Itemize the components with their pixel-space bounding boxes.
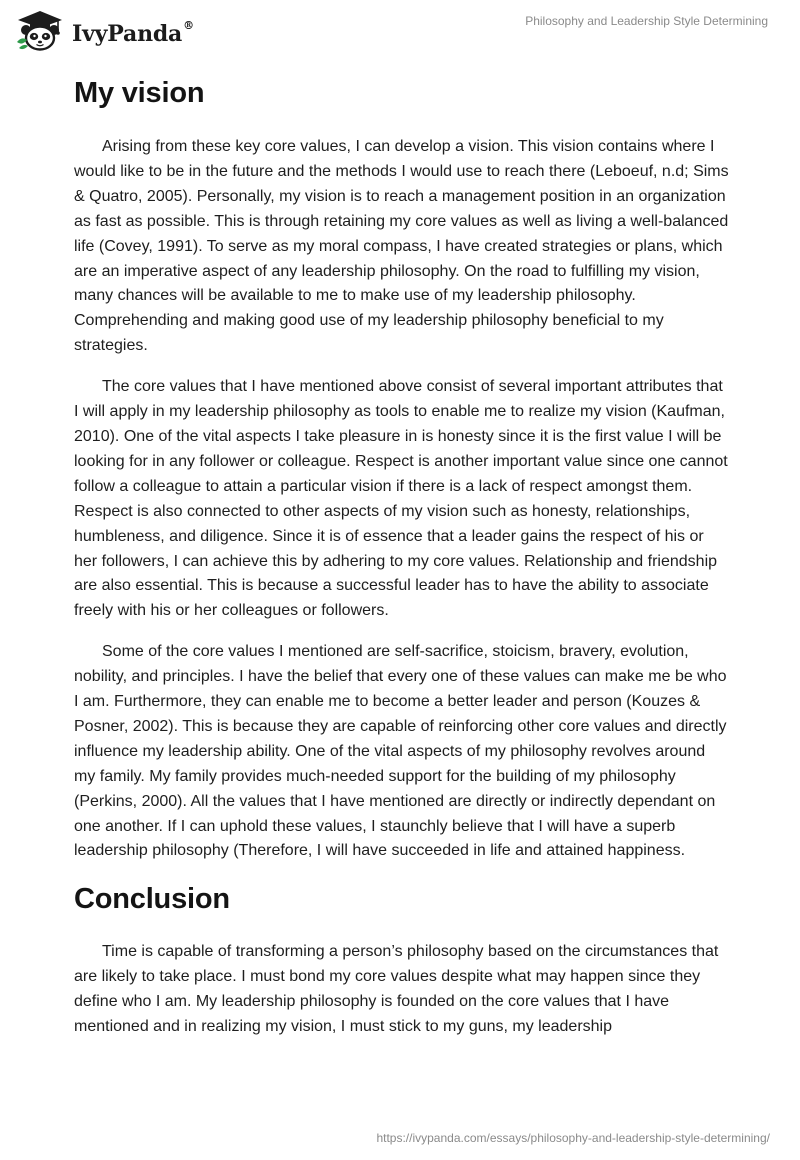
paragraph: The core values that I have mentioned above consist of several important attributes that I will apply in my leadership philosophy as tools to enable me to realize my vision (Kaufman, 2010). One of the vital aspects I take pleasure in is honesty since it is the first value I will be looking for in any follower or colleague. Respect is another important value since one cannot follow a colleague to attain a particular vision if there is a lack of respect amongst them. Respect is also connected to other aspects of my vision such as honesty, relationships, humbleness, and diligence. Since it is of essence that a leader gains the respect of his or her followers, I can achieve this by adhering to my core values. Relationship and friendship are also essential. This is because a successful leader has to have the ability to associate freely with his or her colleagues or followers. xyxy=(74,378,728,620)
paragraph: Some of the core values I mentioned are self-sacrifice, stoicism, bravery, evolution, nobility, and principles. I have the belief that every one of these values can make me be who I am. Furthermore, they can enable me to become a better leader and person (Kouzes & Posner, 2002). This is because they are capable of reinforcing other core values and directly influence my leadership ability. One of the vital aspects of my philosophy revolves around my family. My family provides much-needed support for the building of my philosophy (Perkins, 2000). All the values that I have mentioned are directly or indirectly dependant on one another. If I can uphold these values, I staunchly believe that I will have a superb leadership philosophy (Therefore, I will have succeeded in life and attained happiness. xyxy=(74,643,727,860)
brand-name-text: IvyPanda xyxy=(72,21,183,47)
panda-graduation-cap-icon xyxy=(14,8,66,52)
essay-content xyxy=(74,68,730,1040)
brand-name xyxy=(72,21,194,47)
paragraph: Time is capable of transforming a person’s philosophy based on the circumstances that are likely to take place. I must bond my core values despite what may happen since they define who I am. My leadership philosophy is founded on the core values that I have mentioned and in realizing my vision, I must stick to my guns, my leadership xyxy=(74,943,719,1036)
source-url[interactable]: https://ivypanda.com/essays/philosophy-and-leadership-style-determining/ xyxy=(376,1131,770,1145)
section-heading-conclusion: Conclusion xyxy=(74,883,230,916)
paragraph: Arising from these key core values, I can develop a vision. This vision contains where I would like to be in the future and the methods I would use to reach there (Leboeuf, n.d; Sims & Quatro, 2005). Personally, my vision is to reach a management position in an organization as fast as possible. This is through retaining my core values as well as living a well-balanced life (Covey, 1991). To serve as my moral compass, I have created strategies or plans, which are an imperative aspect of any leadership philosophy. On the road to fulfilling my vision, many chances will be available to me to make use of my leadership philosophy. Comprehending and making good use of my leadership philosophy beneficial to my strategies. xyxy=(74,138,729,355)
page-header xyxy=(0,0,800,60)
ivypanda-logo[interactable] xyxy=(14,8,194,52)
section-heading-vision: My vision xyxy=(74,77,205,109)
registered-mark: ® xyxy=(183,19,194,32)
document-title: Philosophy and Leadership Style Determining xyxy=(525,14,768,28)
